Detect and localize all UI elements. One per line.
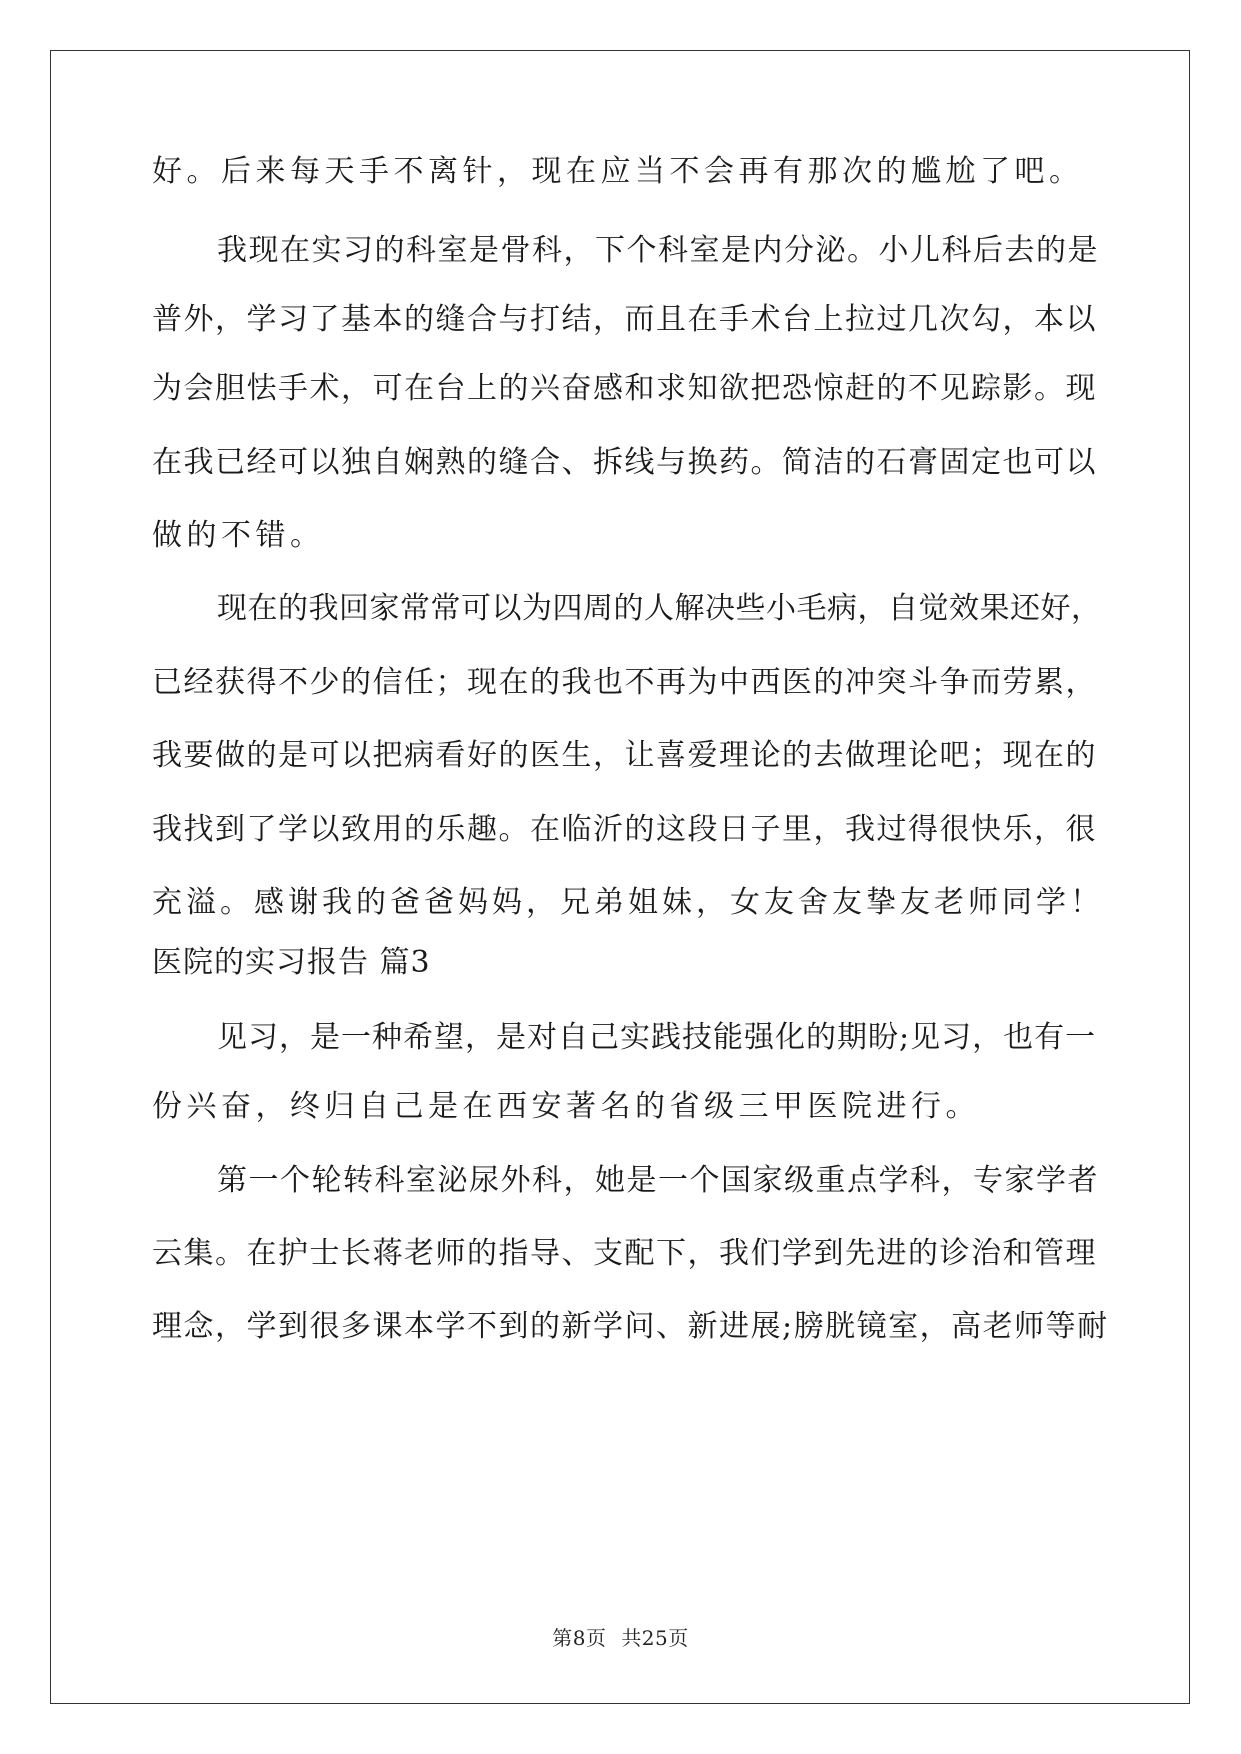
text-line: 云集。在护士长蒋老师的指导、支配下，我们学到先进的诊治和管理 <box>152 1236 1097 1271</box>
text-line: 为会胆怯手术，可在台上的兴奋感和求知欲把恐惊赶的不见踪影。现 <box>152 371 1097 406</box>
text-line: 充溢。感谢我的爸爸妈妈，兄弟姐妹，女友舍友挚友老师同学！ <box>152 885 1104 920</box>
text-line: 我找到了学以致用的乐趣。在临沂的这段日子里，我过得很快乐，很 <box>152 812 1097 847</box>
page-border <box>50 50 1190 1704</box>
text-line: 普外，学习了基本的缝合与打结，而且在手术台上拉过几次勾，本以 <box>152 302 1097 337</box>
text-line: 见习，是一种希望，是对自己实践技能强化的期盼;见习，也有一 <box>217 1020 1097 1055</box>
text-line: 理念，学到很多课本学不到的新学问、新进展;膀胱镜室，高老师等耐 <box>152 1309 1109 1344</box>
section-heading: 医院的实习报告 篇3 <box>152 945 431 980</box>
page-footer <box>0 1625 1241 1651</box>
text-line: 我现在实习的科室是骨科，下个科室是内分泌。小儿科后去的是 <box>217 233 1099 268</box>
text-line: 做的不错。 <box>152 518 325 553</box>
text-line: 第一个轮转科室泌尿外科，她是一个国家级重点学科，专家学者 <box>217 1163 1099 1198</box>
text-line: 我要做的是可以把病看好的医生，让喜爱理论的去做理论吧；现在的 <box>152 738 1097 773</box>
page-total: 共25页 <box>621 1626 689 1650</box>
page-number: 第8页 <box>552 1626 607 1650</box>
text-line: 好。后来每天手不离针，现在应当不会再有那次的尴尬了吧。 <box>152 154 1084 189</box>
text-line: 现在的我回家常常可以为四周的人解决些小毛病，自觉效果还好， <box>217 591 1102 626</box>
text-line: 份兴奋，终归自己是在西安著名的省级三甲医院进行。 <box>152 1089 980 1124</box>
text-line: 已经获得不少的信任；现在的我也不再为中西医的冲突斗争而劳累， <box>152 665 1097 700</box>
text-line: 在我已经可以独自娴熟的缝合、拆线与换药。简洁的石膏固定也可以 <box>152 445 1097 480</box>
